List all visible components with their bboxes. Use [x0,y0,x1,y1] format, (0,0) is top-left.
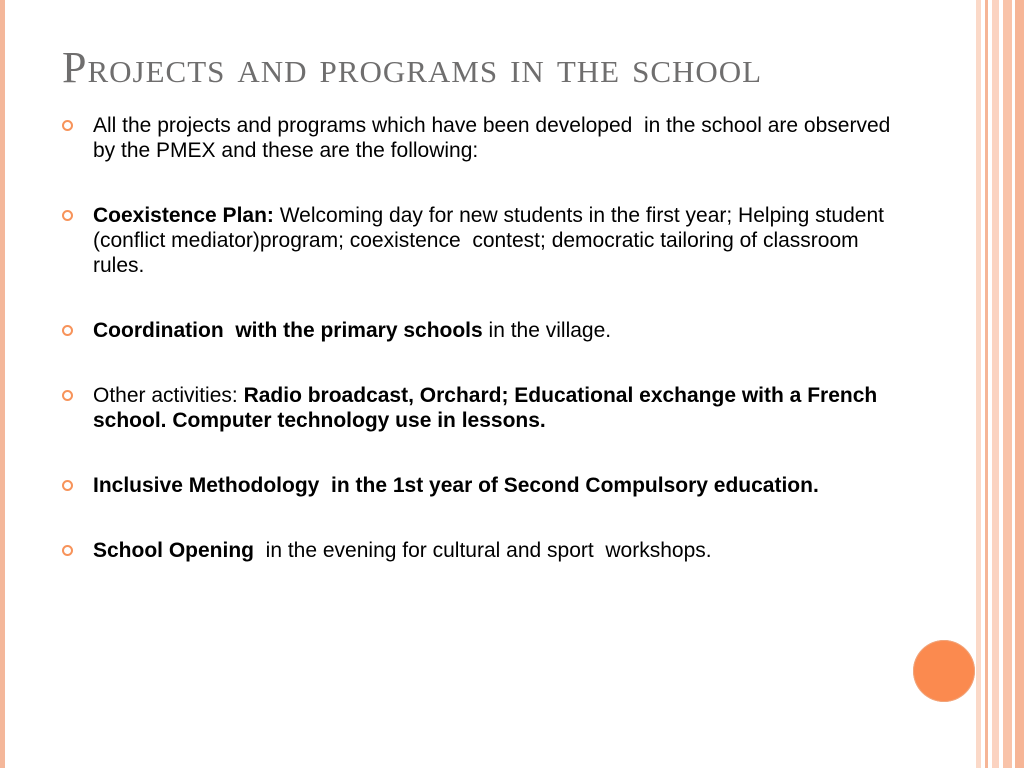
item-heading: Coordination with the primary schools [93,319,483,342]
slide-title: Projects and programs in the school [62,43,763,92]
item-text: All the projects and programs which have been developed in the school are observed by the PMEX and these are the following: [93,114,897,162]
bullet-circle-icon [62,390,73,401]
bullet-circle-icon [62,325,73,336]
item-heading: School Opening [93,539,254,562]
item-text: in the evening for cultural and sport workshops. [254,539,712,562]
item-text: in the village. [482,319,612,342]
item-heading: Inclusive Methodology in the 1st year of Second Compulsory education. [93,474,819,497]
decorative-circle [913,640,975,702]
bullet-circle-icon [62,210,73,221]
item-text: Welcoming day for new students in the first year; Helping student (conflict mediator)program; coexistence contest; democratic tailoring of classroom rules. [93,204,890,277]
right-decorative-stripes [976,0,1024,768]
list-item [62,318,892,343]
list-item [62,203,892,278]
bullet-circle-icon [62,545,73,556]
item-heading: Radio broadcast, Orchard; Educational exchange with a French school. Computer technology use in lessons. [93,384,884,432]
list-item [62,473,892,498]
bullet-circle-icon [62,480,73,491]
bullet-circle-icon [62,120,73,131]
left-frame-border [0,0,5,768]
list-item [62,113,897,163]
item-text: Other activities: [93,384,244,407]
bullet-list [62,113,897,603]
list-item [62,383,892,433]
item-heading: Coexistence Plan: [93,204,280,227]
list-item [62,538,892,563]
